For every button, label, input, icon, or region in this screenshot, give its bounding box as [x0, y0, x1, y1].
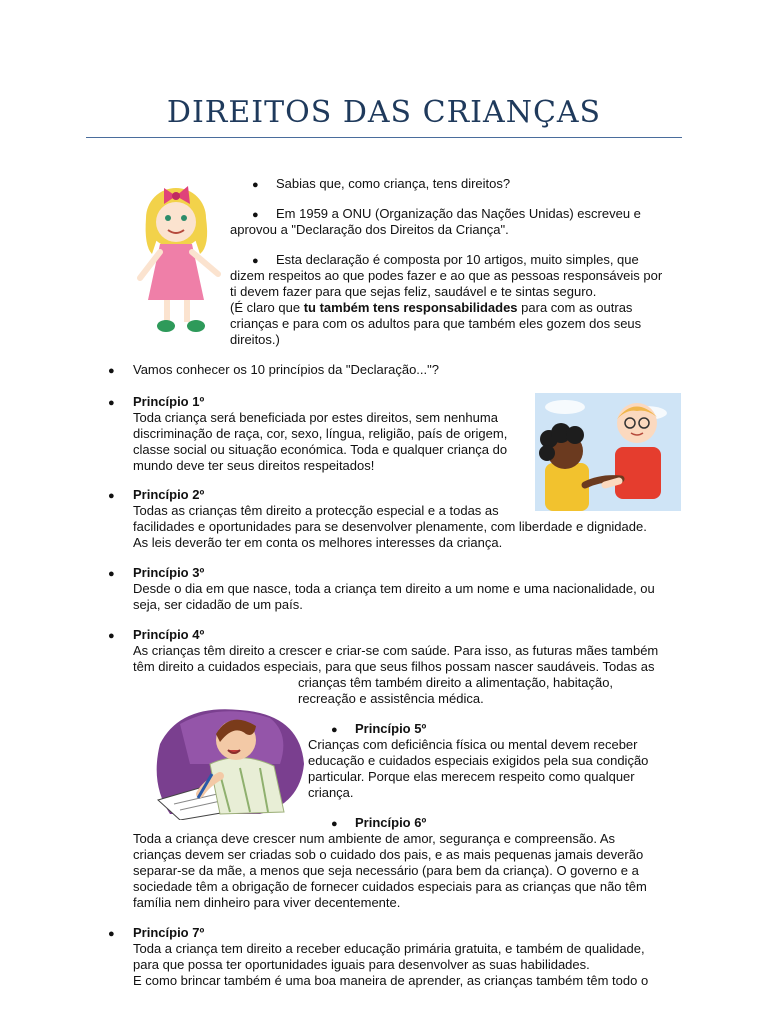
principle-5-heading: Princípio 5º: [355, 721, 427, 736]
principle-3-line-2: seja, ser cidadão de um país.: [133, 597, 303, 612]
principle-5-line-2: educação e cuidados especiais exigidos pela sua condição: [308, 753, 649, 768]
intro-item-3-line-1: Esta declaração é composta por 10 artigos, muito simples, que: [276, 252, 639, 267]
lead-text: Vamos conhecer os 10 princípios da "Declaração..."?: [133, 362, 439, 377]
principle-5-line-3: particular. Porque elas merecem respeito como qualquer: [308, 769, 635, 784]
principle-5-line-1: Crianças com deficiência física ou mental devem receber: [308, 737, 638, 752]
principle-1-heading: Princípio 1º: [133, 394, 205, 409]
title-divider: [86, 137, 682, 138]
principle-6-heading: Princípio 6º: [355, 815, 427, 830]
principle-6-line-2: crianças devem ser criadas sob o cuidado dos pais, e as mais pequenas jamais deverão: [133, 847, 644, 862]
principle-2-line-2: facilidades e oportunidades para se desenvolver plenamente, com liberdade e dignidade.: [133, 519, 647, 534]
page-title: DIREITOS DAS CRIANÇAS: [166, 95, 602, 130]
principle-7-line-3: E como brincar também é uma boa maneira de aprender, as crianças também têm todo o: [133, 973, 649, 988]
principle-4-line-1: As crianças têm direito a crescer e criar-se com saúde. Para isso, as futuras mães também: [133, 643, 659, 658]
principle-3-line-1: Desde o dia em que nasce, toda a criança tem direito a um nome e uma nacionalidade, ou: [133, 581, 655, 596]
bullet-icon: ●: [331, 818, 338, 830]
principle-6-line-3: separar-se da mãe, a menos que seja necessário (para bem da criança). O governo e a: [133, 863, 639, 878]
bullet-icon: ●: [108, 490, 115, 502]
bullet-icon: ●: [108, 397, 115, 409]
bullet-icon: ●: [252, 209, 259, 221]
intro-item-1: Sabias que, como criança, tens direitos?: [276, 176, 511, 191]
principle-6-line-4: sociedade têm a obrigação de fornecer cuidados especiais para as crianças que não têm: [133, 879, 647, 894]
bullet-icon: ●: [108, 568, 115, 580]
principle-3-heading: Princípio 3º: [133, 565, 205, 580]
intro-item-3-line-6: direitos.): [230, 332, 280, 347]
bullet-icon: ●: [252, 255, 259, 267]
principle-4-line-4: recreação e assistência médica.: [298, 691, 484, 706]
principle-7-line-1: Toda a criança tem direito a receber educação primária gratuita, e também de qualidade,: [133, 941, 645, 956]
intro-item-3-line-5: crianças e para com os adultos para que também eles gozem dos seus: [230, 316, 642, 331]
principle-6-line-1: Toda a criança deve crescer num ambiente de amor, segurança e compreensão. As: [133, 831, 615, 846]
bullet-icon: ●: [108, 928, 115, 940]
intro-item-3-line-4: [230, 300, 632, 316]
principle-7-heading: Princípio 7º: [133, 925, 205, 940]
bullet-icon: ●: [252, 179, 259, 191]
principle-4-heading: Princípio 4º: [133, 627, 205, 642]
principle-1-line-1: Toda criança será beneficiada por estes direitos, sem nenhuma: [133, 410, 498, 425]
children-handshake-illustration: [535, 393, 681, 511]
principle-1-line-3: classe social ou situação económica. Toda e qualquer criança do: [133, 442, 508, 457]
bullet-icon: ●: [331, 724, 338, 736]
intro-text: (É claro que: [230, 300, 304, 315]
principle-5-line-4: criança.: [308, 785, 354, 800]
intro-item-2-line-1: Em 1959 a ONU (Organização das Nações Unidas) escreveu e: [276, 206, 641, 221]
principle-6-line-5: família nem dinheiro para viver decentemente.: [133, 895, 401, 910]
intro-item-3-line-3: ti devem fazer para que sejas feliz, saudável e te sintas seguro.: [230, 284, 597, 299]
principle-7-line-2: para que possa ter oportunidades iguais para desenvolver as suas habilidades.: [133, 957, 590, 972]
principle-4-line-2: têm direito a cuidados especiais, para que seus filhos possam nascer saudáveis. Todas as: [133, 659, 655, 674]
intro-item-2-line-2: aprovou a "Declaração dos Direitos da Criança".: [230, 222, 509, 237]
principle-2-line-1: Todas as crianças têm direito a protecção especial e a todas as: [133, 503, 499, 518]
principle-2-line-3: As leis deverão ter em conta os melhores interesses da criança.: [133, 535, 503, 550]
writing-boy-illustration: [150, 704, 306, 820]
principle-1-line-4: mundo deve ter seus direitos respeitados!: [133, 458, 375, 473]
bullet-icon: ●: [108, 365, 115, 377]
girl-illustration: [134, 174, 230, 340]
bullet-icon: ●: [108, 630, 115, 642]
intro-text: para com as outras: [517, 300, 633, 315]
principle-2-heading: Princípio 2º: [133, 487, 205, 502]
intro-item-3-line-2: dizem respeitos ao que podes fazer e ao que as pessoas responsáveis por: [230, 268, 663, 283]
responsibilities-emphasis: tu também tens responsabilidades: [303, 300, 518, 315]
principle-1-line-2: discriminação de raça, cor, sexo, língua, religião, país de origem,: [133, 426, 508, 441]
principle-4-line-3: crianças têm também direito a alimentação, habitação,: [298, 675, 614, 690]
